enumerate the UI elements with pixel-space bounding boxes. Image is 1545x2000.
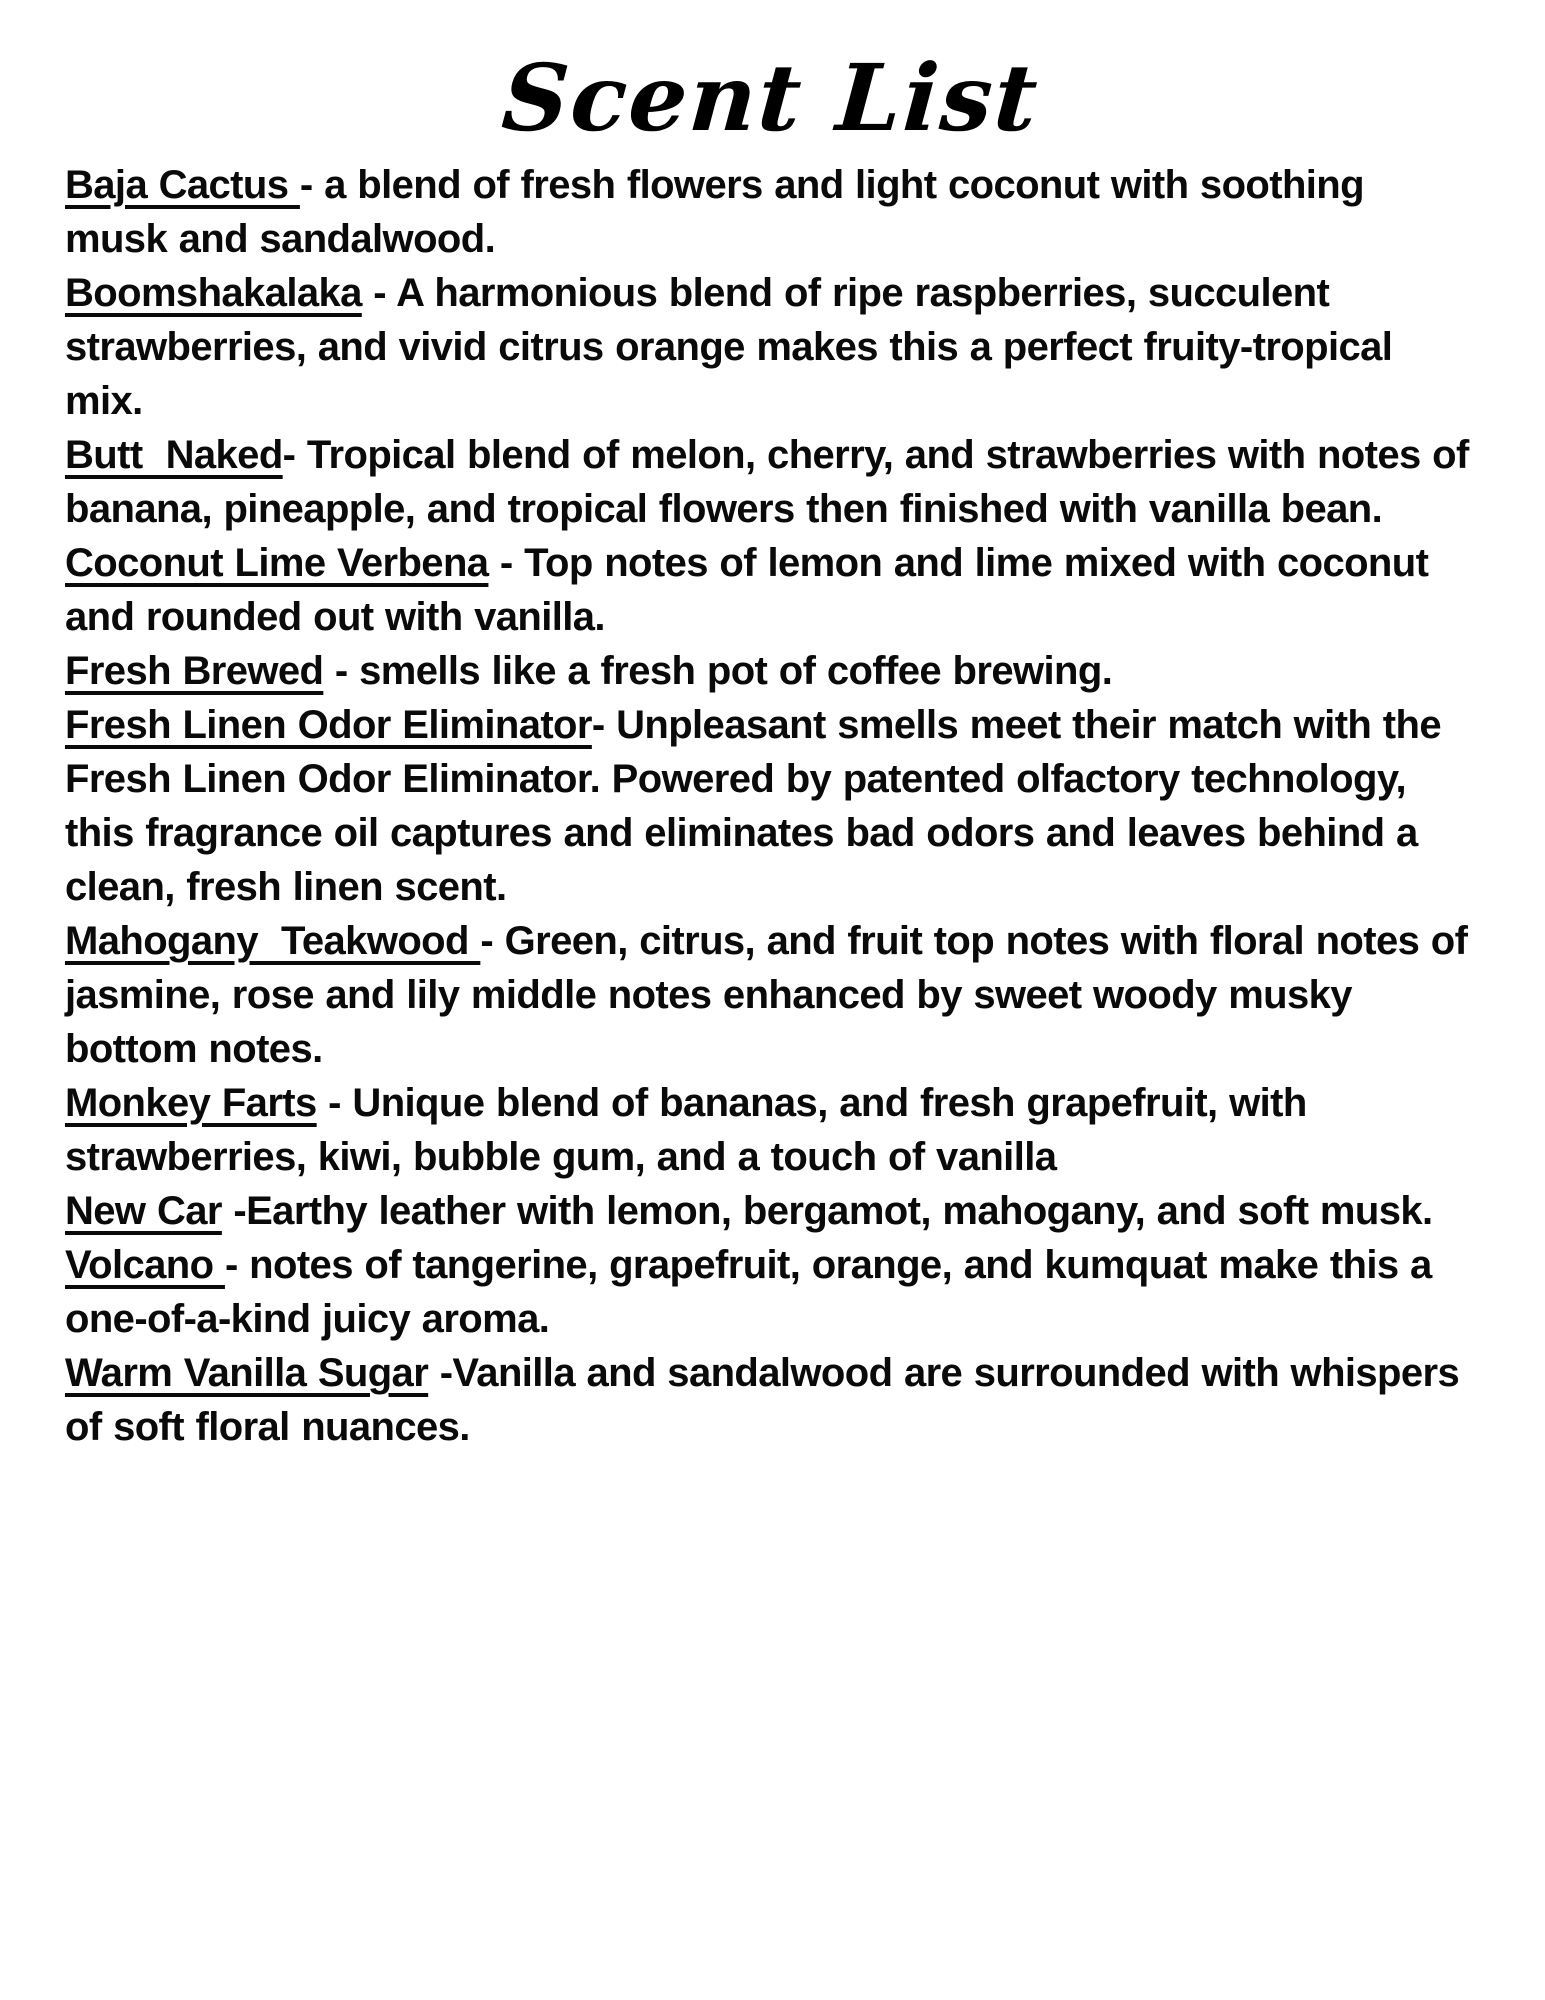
scent-entry (65, 698, 1475, 914)
scent-separator: - (361, 271, 397, 315)
scent-separator: - (488, 541, 525, 585)
scent-description: Vanilla and sandalwood are surrounded with whispers of soft floral nuances. (65, 1351, 1471, 1449)
scent-name: New Car (65, 1189, 222, 1233)
scent-description: smells like a fresh pot of coffee brewing. (359, 649, 1113, 693)
scent-entry (65, 536, 1475, 644)
scent-separator: - (428, 1351, 453, 1395)
scent-separator: - (282, 433, 307, 477)
scent-name: Fresh Brewed (65, 649, 324, 693)
scent-name: Warm Vanilla Sugar (65, 1351, 429, 1395)
scent-separator: - (224, 1243, 250, 1287)
scent-name: Mahogany Teakwood (65, 919, 481, 963)
scent-separator: - (316, 1081, 353, 1125)
scent-entry (65, 428, 1481, 536)
scent-entry (65, 1238, 1475, 1346)
page-title: Scent List (498, 44, 1043, 152)
scent-name: Volcano (65, 1243, 225, 1287)
scent-entry (65, 158, 1475, 266)
scent-name: Monkey Farts (65, 1081, 317, 1125)
scent-entry (65, 1346, 1475, 1454)
scent-entry (65, 1184, 1475, 1238)
scent-name: Butt Naked (65, 433, 283, 477)
scent-separator: - (480, 919, 505, 963)
scent-separator: - (221, 1189, 247, 1233)
scent-name: Baja Cactus (65, 163, 300, 207)
scent-description: notes of tangerine, grapefruit, orange, and kumquat make this a one-of-a-kind juicy aroma. (65, 1243, 1444, 1341)
scent-entry (65, 914, 1479, 1076)
scent-name: Boomshakalaka (65, 271, 362, 315)
scent-list (65, 158, 1481, 1454)
scent-separator: - (299, 163, 325, 207)
scent-description: Unique blend of bananas, and fresh grapefruit, with strawberries, kiwi, bubble gum, and a touch of vanilla (65, 1081, 1319, 1179)
scent-description: Top notes of lemon and lime mixed with coconut and rounded out with vanilla. (65, 541, 1440, 639)
scent-name: Fresh Linen Odor Eliminator (65, 703, 592, 747)
scent-description: a blend of fresh flowers and light coconut with soothing musk and sandalwood. (65, 163, 1376, 261)
scent-entry (65, 644, 1475, 698)
scent-description: Green, citrus, and fruit top notes with floral notes of jasmine, rose and lily middle notes enhanced by sweet woody musky bottom notes. (65, 919, 1479, 1071)
scent-description: Tropical blend of melon, cherry, and strawberries with notes of banana, pineapple, and tropical flowers then finished with vanilla bean. (65, 433, 1481, 531)
scent-separator: - (591, 703, 617, 747)
scent-entry (65, 1076, 1475, 1184)
scent-description: Earthy leather with lemon, bergamot, mahogany, and soft musk. (246, 1189, 1433, 1233)
scent-name: Coconut Lime Verbena (65, 541, 489, 585)
scent-description: A harmonious blend of ripe raspberries, succulent strawberries, and vivid citrus orange makes this a perfect fruity-tropical mix. (65, 271, 1404, 423)
scent-description: Unpleasant smells meet their match with the Fresh Linen Odor Eliminator. Powered by patented olfactory technology, this fragrance oil captures and eliminates bad odors and leaves behind a clean, fresh linen scent. (65, 703, 1453, 909)
scent-separator: - (323, 649, 360, 693)
scent-entry (65, 266, 1475, 428)
